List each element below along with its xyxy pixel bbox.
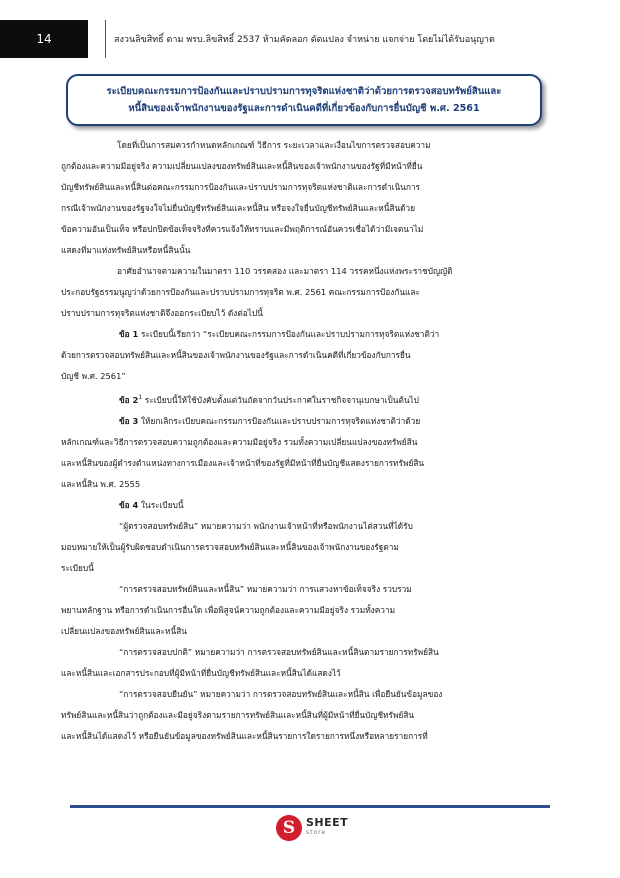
document-body xyxy=(61,135,527,747)
definition-line: และหนี้สินได้แสดงไว้ หรือยืนยันข้อมูลของทรัพย์สินและหนี้สินรายการใดรายการหนึ่งหรือหลายรายการที่ xyxy=(61,730,428,741)
clause-1-line: ข้อ 1 ระเบียบนี้เรียกว่า “ระเบียบคณะกรรมการป้องกันและปราบปรามการทุจริตแห่งชาติว่า xyxy=(119,329,440,339)
clause-3-line: ข้อ 3 ให้ยกเลิกระเบียบคณะกรรมการป้องกันและปราบปรามการทุจริตแห่งชาติว่าด้วย xyxy=(119,415,421,426)
preamble-line: กรณีเจ้าพนักงานของรัฐจงใจไม่ยื่นบัญชีทรัพย์สินและหนี้สิน หรือจงใจยื่นบัญชีทรัพย์สินและหนี้สินด้วย xyxy=(61,203,416,213)
title-line-1: ระเบียบคณะกรรมการป้องกันและปราบปรามการทุจริตแห่งชาติว่าด้วยการตรวจสอบทรัพย์สินและ xyxy=(106,86,502,97)
preamble-line: ข้อความอันเป็นเท็จ หรือปกปิดข้อเท็จจริงที่ควรแจ้งให้ทราบและมีพฤติการณ์อันควรเชื่อได้ว่ามีเจตนาไม่ xyxy=(61,224,424,234)
preamble-line: บัญชีทรัพย์สินและหนี้สินต่อคณะกรรมการป้องกันและปราบปรามการทุจริตแห่งชาติและการดำเนินการ xyxy=(61,182,420,192)
definition-line: “การตรวจสอบยืนยัน” หมายความว่า การตรวจสอบทรัพย์สินและหนี้สิน เพื่อยืนยันข้อมูลของ xyxy=(119,688,443,699)
definition-line: พยานหลักฐาน หรือการดำเนินการอื่นใด เพื่อพิสูจน์ความถูกต้องและความมีอยู่จริง รวมทั้งความ xyxy=(61,604,396,615)
clause-4-label: ข้อ 4 xyxy=(119,499,139,510)
clause-1-line: ด้วยการตรวจสอบทรัพย์สินและหนี้สินของเจ้าพนักงานของรัฐและการดำเนินคดีที่เกี่ยวข้องกับการยื่น xyxy=(61,350,411,360)
copyright-notice xyxy=(105,20,514,58)
clause-3-label: ข้อ 3 xyxy=(119,415,139,426)
clause-4-line: ข้อ 4 ในระเบียบนี้ xyxy=(119,499,184,510)
definition-line: และหนี้สินและเอกสารประกอบที่ผู้มีหน้าที่ยื่นบัญชีทรัพย์สินและหนี้สินได้แสดงไว้ xyxy=(61,667,341,678)
logo-sub-text: store xyxy=(306,829,327,836)
definition-line: เปลี่ยนแปลงของทรัพย์สินและหนี้สิน xyxy=(61,625,187,636)
clause-2-line: ข้อ $2^1$ ระเบียบนี้ให้ใช้บังคับตั้งแต่วันถัดจากวันประกาศในราชกิจจานุเบกษาเป็นต้นไป xyxy=(119,394,419,405)
definition-line: มอบหมายให้เป็นผู้รับผิดชอบดำเนินการตรวจสอบทรัพย์สินและหนี้สินของเจ้าพนักงานของรัฐตาม xyxy=(61,541,399,552)
authority-line: ปราบปรามการทุจริตแห่งชาติจึงออกระเบียบไว้ ดังต่อไปนี้ xyxy=(61,308,263,318)
authority-line: อาศัยอำนาจตามความในมาตรา 110 วรรคสอง และมาตรา 114 วรรคหนึ่งแห่งพระราชบัญญัติ xyxy=(117,266,453,276)
definition-line: “ผู้ตรวจสอบทรัพย์สิน” หมายความว่า พนักงานเจ้าหน้าที่หรือพนักงานไต่สวนที่ได้รับ xyxy=(119,520,413,531)
copyright-text: สงวนลิขสิทธิ์ ตาม พรบ.ลิขสิทธิ์ 2537 ห้ามคัดลอก ดัดแปลง จำหน่าย แจกจ่าย โดยไม่ได้รับอนุญาต xyxy=(114,35,495,45)
preamble-line: ถูกต้องและความมีอยู่จริง ความเปลี่ยนแปลงของทรัพย์สินและหนี้สินของเจ้าพนักงานของรัฐที่มีหน้าที่ยื่น xyxy=(61,161,423,171)
footnote-marker: 1 xyxy=(138,394,143,401)
page-number: 14 xyxy=(36,32,52,46)
clause-2-label: ข้อ 2 xyxy=(119,394,139,405)
clause-1-label: ข้อ 1 xyxy=(119,329,139,339)
page-number-box xyxy=(0,20,88,58)
logo-wordmark xyxy=(306,818,348,838)
clause-1-line: บัญชี พ.ศ. 2561” xyxy=(61,371,126,381)
authority-line: ประกอบรัฐธรรมนูญว่าด้วยการป้องกันและปราบปรามการทุจริต พ.ศ. 2561 คณะกรรมการป้องกันและ xyxy=(61,287,420,297)
preamble-line: แสดงที่มาแห่งทรัพย์สินหรือหนี้สินนั้น xyxy=(61,245,191,255)
sheet-store-logo xyxy=(276,815,348,841)
logo-main-text: SHEET xyxy=(306,816,349,829)
definition-line: ทรัพย์สินและหนี้สินว่าถูกต้องและมีอยู่จริงตามรายการทรัพย์สินและหนี้สินที่ผู้มีหน้าที่ยื่นบัญชีทรัพย์สิน xyxy=(61,709,415,720)
definition-line: “การตรวจสอบปกติ” หมายความว่า การตรวจสอบทรัพย์สินและหนี้สินตามรายการทรัพย์สิน xyxy=(119,646,439,657)
logo-s-icon: S xyxy=(276,815,302,841)
footer-divider xyxy=(70,805,550,808)
definition-line: “การตรวจสอบทรัพย์สินและหนี้สิน” หมายความว่า การแสวงหาข้อเท็จจริง รวบรวม xyxy=(119,583,412,594)
definition-line: ระเบียบนี้ xyxy=(61,562,94,573)
clause-3-line: หลักเกณฑ์และวิธีการตรวจสอบความถูกต้องและความมีอยู่จริง รวมทั้งความเปลี่ยนแปลงของทรัพย์สิน xyxy=(61,436,418,447)
title-line-2: หนี้สินของเจ้าพนักงานของรัฐและการดำเนินคดีที่เกี่ยวข้องกับการยื่นบัญชี พ.ศ. 2561 xyxy=(128,103,480,114)
preamble-line: โดยที่เป็นการสมควรกำหนดหลักเกณฑ์ วิธีการ ระยะเวลาและเงื่อนไขการตรวจสอบความ xyxy=(117,140,431,150)
clause-3-line: และหนี้สิน พ.ศ. 2555 xyxy=(61,478,141,489)
document-title-box xyxy=(66,74,542,126)
clause-3-line: และหนี้สินของผู้ดำรงตำแหน่งทางการเมืองและเจ้าหน้าที่ของรัฐที่มีหน้าที่ยื่นบัญชีแสดงรายการทรัพย์สิน xyxy=(61,457,425,468)
